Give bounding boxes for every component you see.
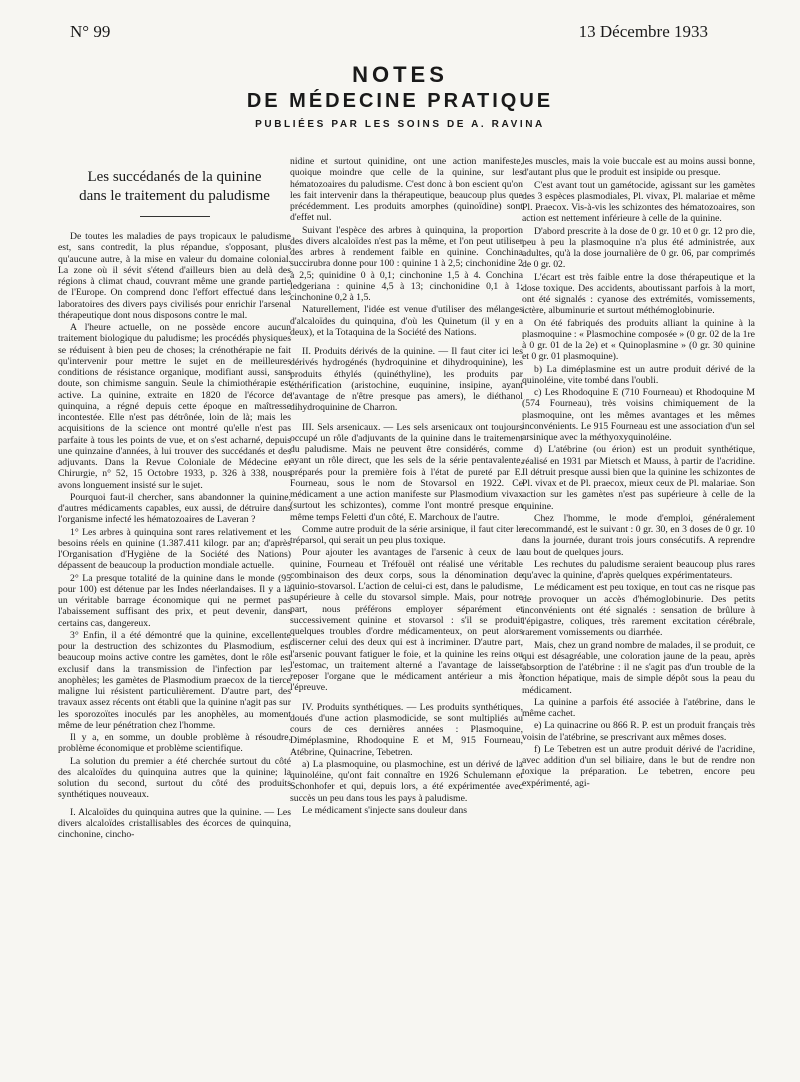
article-title bbox=[58, 168, 291, 206]
paragraph: Comme autre produit de la série arsinique, il faut citer le tréparsol, qui serait un peu plus toxique. bbox=[290, 523, 523, 546]
masthead-line-3: PUBLIÉES PAR LES SOINS DE A. RAVINA bbox=[255, 119, 545, 130]
paragraph: b) La diméplasmine est un autre produit dérivé de la quinoléine, vite tombé dans l'oubli. bbox=[522, 363, 755, 386]
paragraph: Le médicament s'injecte sans douleur dans bbox=[302, 804, 468, 816]
paragraph: nidine et surtout quinidine, ont une action manifeste, quoique moindre que celle de la quinine, sur les hématozoaires du paludisme. C'est donc à bon escient qu'on les fait intervenir dans la thérapeutique, beaucoup plus que précédemment. Les produits amorphes (quinoïdine) sont d'effet nul. bbox=[290, 156, 523, 224]
paragraph: 1° Les arbres à quinquina sont rares relativement et les besoins réels en quinine (1.387.411 kilogr. par an; d'après l'Organisation d'Hygiène de la Société des Nations) dépassent de beaucoup la production mondiale actuelle. bbox=[58, 526, 291, 572]
section-heading-4: IV. Produits synthétiques. — Les produits synthétiques, doués d'une action plasmodicide, se sont multipliés au cours de ces dernières années : Plasmoquine, Diméplasmine, Rhodoquine E et M, 915 Fourneau, Atébrine, Quinacrine, Tebetren. bbox=[290, 701, 523, 758]
section-heading-2: II. Produits dérivés de la quinine. — Il faut citer ici les dérivés hydrogénés (hydroquinine et dihydroquinine), les produits éthylés (quinéthyline), les produits par éthérification (aristochine, euquinine, insipine, ayant l'avantage de n'être presque pas amers), le diéthanol dihydroquinine de Charron. bbox=[290, 346, 523, 414]
paragraph: C'est avant tout un gamétocide, agissant sur les gamètes des 3 espèces plasmodiales, Pl. vivax, Pl. malariae et même Pl. Praecox. Vis-à-vis les schizontes des hématozoaires, son action est nettement inférieure à celle de la quinine. bbox=[522, 179, 755, 225]
paragraph: De toutes les maladies de pays tropicaux le paludisme est, sans contredit, la plus répandue, s'opposant, plus qu'aucune autre, à la mise en valeur du domaine colonial. La zone où il sévit s'étend d'ailleurs bien au delà des régions à climat chaud, couvrant même une grande partie de l'Europe. On comprend donc l'effort effectué dans les laboratoires des divers pays civilisés pour enrichir l'arsenal thérapeutique dont nous disposons contre le mal. bbox=[58, 231, 291, 321]
paragraph: les muscles, mais la voie buccale est au moins aussi bonne, d'autant plus que le produit est insipide ou presque. bbox=[522, 156, 755, 179]
paragraph: D'abord prescrite à la dose de 0 gr. 10 et 0 gr. 12 pro die, peu à peu la plasmoquine n'a plus été administrée, aux adultes, qu'à la dose journalière de 0 gr. 06, par comprimés de 0 gr. 02. bbox=[522, 225, 755, 271]
paragraph: Pourquoi faut-il chercher, sans abandonner la quinine, d'autres médicaments capables, eux aussi, de détruire dans l'organisme infecté les hématozoaires de Laveran ? bbox=[58, 491, 291, 526]
paragraph: La quinine a parfois été associée à l'atébrine, dans le même cachet. bbox=[522, 696, 755, 719]
issue-number: N° 99 bbox=[70, 22, 111, 41]
paragraph: Mais, chez un grand nombre de malades, il se produit, ce qui est désagréable, une coloration jaune de la peau, après absorption de l'atébrine : il ne s'agit pas d'un trouble de la fonction hépatique, mais de simple dépôt sous la peau du médicament. bbox=[522, 639, 755, 696]
masthead-line-1: NOTES bbox=[352, 62, 448, 87]
paragraph: d) L'atébrine (ou érion) est un produit synthétique, réalisé en 1931 par Mietsch et Mauss, à partir de l'acridine. Il détruit presque aussi bien que la quinine les schizontes de Pl. vivax et de Pl. praecox, mieux ceux de Pl. malariae. Son action sur les gamètes n'est pas supérieure à celle de la quinine. bbox=[522, 444, 755, 512]
paragraph: Pour ajouter les avantages de l'arsenic à ceux de la quinine, Fourneau et Tréfouël ont réalisé une véritable combinaison des deux corps, sous la dénomination de quinio-stovarsol. L'action de celui-ci est, dans le paludisme, supérieure à celle du stovarsol simple. Mais, pour notre part, nous préférons employer séparément et successivement quinine et stovarsol : s'il se produit quelques troubles d'ordre médicamenteux, on peut alors discerner celui des deux qui est à incriminer. D'autre part, l'arsenic pouvant fatiguer le foie, et la quinine les reins ou l'estomac, un traitement alterné a l'avantage de laisser reposer l'organe que le médicament antérieur a mis à l'épreuve. bbox=[290, 547, 523, 694]
paragraph: 2° La presque totalité de la quinine dans le monde (95 pour 100) est détenue par les Indes néerlandaises. Il y a là un véritable barrage économique qui ne permet pas l'abaissement suffisant des prix, et peut devenir, dans certains cas, dangereux. bbox=[58, 572, 291, 629]
paragraph: Le médicament est peu toxique, en tout cas ne risque pas de provoquer un accès d'hémoglobinurie. Des petits inconvénients ont été signalés : sensation de brûlure à l'épigastre, coliques, très rarement excitation cérébrale, rarement vomissements ou diarrhée. bbox=[522, 582, 755, 639]
column-1 bbox=[58, 160, 291, 1072]
masthead bbox=[0, 62, 800, 130]
paragraph: e) La quinacrine ou 866 R. P. est un produit français très voisin de l'atébrine, se prescrivant aux mêmes doses. bbox=[522, 720, 755, 743]
paragraph: 3° Enfin, il a été démontré que la quinine, excellente pour la destruction des schizontes du Plasmodium, est beaucoup moins active contre les gamètes, dont le rôle est exclusif dans la transmission de l'infection par les anophèles; les gamètes de Plasmodium praecox de la tierce maligne lui résistent particulièrement. D'autre part, des travaux assez récents ont établi que la quinine n'agit pas sur les sporozoïtes inoculés par les anophèles, au moment même de leur pénétration chez l'homme. bbox=[58, 629, 291, 731]
paragraph: Naturellement, l'idée est venue d'utiliser des mélanges d'alcaloïdes du quinquina, d'où les Quinetum (il y en a deux), et la Totaquina de la Société des Nations. bbox=[290, 304, 523, 338]
paragraph: Chez l'homme, le mode d'emploi, généralement recommandé, est le suivant : 0 gr. 30, en 3 doses de 0 gr. 10 dans la journée, durant trois jours consécutifs. A reprendre au bout de quelques jours. bbox=[522, 512, 755, 558]
section-heading-1: I. Alcaloïdes du quinquina autres que la quinine. — Les divers alcaloïdes cristallisables des écorces de quinquina, cinchonine, cincho- bbox=[58, 806, 291, 840]
article-title-line-1: Les succédanés de la quinine bbox=[87, 169, 262, 185]
title-divider bbox=[140, 216, 210, 217]
column-3 bbox=[522, 156, 755, 1068]
paragraph: On été fabriqués des produits alliant la quinine à la plasmoquine : « Plasmochine composée » (0 gr. 02 de la 1re à 0 gr. 01 de la 2e) et « Quinoplasmine » (0 gr. 30 quinine et 0 gr. 01 plasmoquine). bbox=[522, 317, 755, 363]
paragraph: L'écart est très faible entre la dose thérapeutique et la dose toxique. Des accidents, aboutissant parfois à la mort, ont été signalés : cyanose des extrémités, vomissements, ictère, albuminurie et surtout méthémoglobinurie. bbox=[522, 271, 755, 317]
paragraph: a) La plasmoquine, ou plasmochine, est un dérivé de la quinoléine, qu'ont fait connaître en 1926 Schulemann et Schonhofer et qui, depuis lors, a été expérimentée avec succès un peu dans tous les pays à paludisme. bbox=[290, 758, 523, 804]
paragraph: La solution du premier a été cherchée surtout du côté des alcaloïdes du quinquina autres que la quinine; la solution du second, surtout du côté des produits synthétiques nouveaux. bbox=[58, 755, 291, 801]
masthead-line-2: DE MÉDECINE PRATIQUE bbox=[246, 90, 554, 112]
section-heading-3: III. Sels arsenicaux. — Les sels arsenicaux ont toujours occupé un rôle d'adjuvants de la quinine dans le traitement du paludisme. Mais ne peuvent être considérés, comme ayant un rôle direct, que les sels de la série pentavalente, préparés pour la première fois à l'état de pureté par E. Fourneau, sous le nom de Stovarsol en 1922. Ce médicament a une action manifeste sur Plasmodium vivax (surtout les schizontes), comme l'ont montré presque en même temps Feletti d'un côté, E. Marchoux de l'autre. bbox=[290, 421, 523, 523]
paragraph: Les rechutes du paludisme seraient beaucoup plus rares qu'avec la quinine, d'après quelques expérimentateurs. bbox=[522, 558, 755, 581]
issue-date: 13 Décembre 1933 bbox=[578, 22, 708, 41]
paragraph: Suivant l'espèce des arbres à quinquina, la proportion des divers alcaloïdes n'est pas la même, et l'on peut utiliser des arbres à rendement faible en quinine. Conchina succirubra donne pour 100 : quinine 1 à 2,5; cinchonidine 2 à 2,5; quinidine 0 à 0,1; cinchonine 1,5 à 4. Conchina ledgeriana : quinine 4,5 à 13; cinchonidine 0,1 à 1; cinchonine 0,2 à 1,5. bbox=[290, 224, 523, 303]
column-2 bbox=[290, 156, 523, 1068]
paragraph: f) Le Tebetren est un autre produit dérivé de l'acridine, avec addition d'un sel biliaire, dans le but de rendre non toxique la préparation. Le tebetren, encore peu expérimenté, agi- bbox=[522, 743, 755, 789]
article-title-line-2: dans le traitement du paludisme bbox=[79, 188, 270, 204]
paragraph: c) Les Rhodoquine E (710 Fourneau) et Rhodoquine M (574 Fourneau), très voisins chimiquement de la plasmoquine, ont les mêmes avantages et les mêmes inconvénients. Le 915 Fourneau est une association d'un sel arsinique avec la méthyoxyquinoléine. bbox=[522, 387, 755, 443]
paragraph: A l'heure actuelle, on ne possède encore aucun traitement biologique du paludisme; les procédés physiques se réduisent à bien peu de choses; la crénothérapie ne fait qu'intervenir pour mettre le sujet en de meilleures conditions de résistance organique, modifiant aussi, sans doute, son chimisme sanguin. Seule la chimiothérapie est active. La quinine, extraite en 1820 de l'écorce de quinquina, a régné depuis cette époque en maîtresse incontestée. Elle n'est pas détrônée, loin de là; mais les acquisitions de la science ont montré qu'elle n'est pas parfaite à tous les points de vue, et on s'est acharné, depuis une quinzaine d'années, à lui trouver des succédanés et des adjuvants. Dans la Revue Coloniale de Médecine et Chirurgie, n° 52, 15 Octobre 1933, p. 326 à 338, nous avons longuement insisté sur le sujet. bbox=[58, 322, 291, 491]
paragraph: Il y a, en somme, un double problème à résoudre, problème économique et problème scientifique. bbox=[58, 732, 291, 755]
